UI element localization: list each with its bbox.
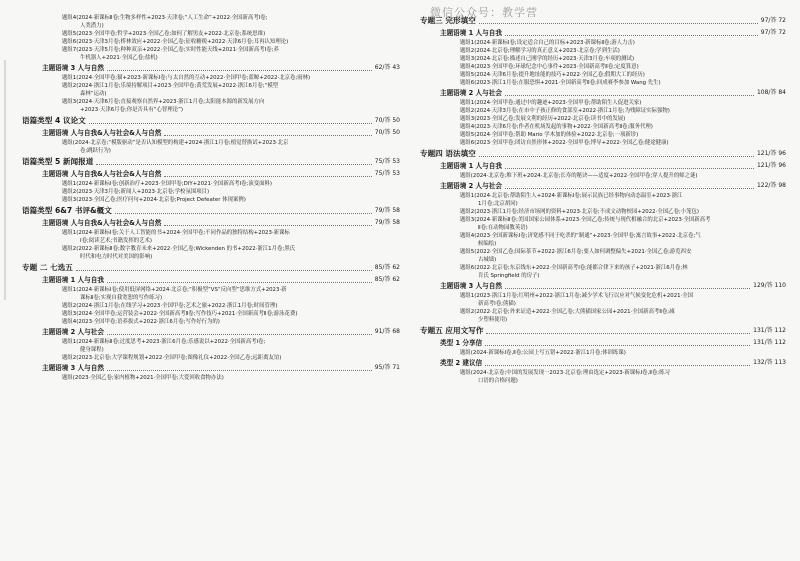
toc-entry: 题组6(2023·天津3月卷;桥林效应+2022·全国乙卷;征收糖税+2022·天津6月卷;耳再认知理论) — [62, 39, 289, 45]
toc-entry-continuation: 口语的合格问题) — [478, 378, 518, 384]
toc-entry: 题组4(2023·全国新课标Ⅰ卷;济宽感不同于吃杀的“制通”+2023·全国甲卷;寓言故事+2022·北京卷;气 — [460, 233, 701, 239]
leader-dots — [164, 217, 372, 226]
heading-title: 主题语境 2 人与社会 — [440, 89, 502, 97]
toc-entry: 题组1(2024·新课标Ⅰ卷;设定适合自己的目标+2023·新课标Ⅱ卷;游人力击) — [460, 40, 635, 46]
heading-title: 专题四 语法填空 — [420, 149, 476, 158]
leader-dots — [505, 87, 754, 96]
toc-entry: 题组4(2024·新课标Ⅱ卷;生物多样性+2023·天津卷;“人工生命”+2022·全国新高考Ⅰ卷; — [62, 15, 268, 21]
subsection-heading — [420, 160, 786, 172]
toc-entry: 题组3(2023·全国乙卷;医疗问句+2024·北京卷;Project Defeater 体现案例) — [62, 197, 246, 203]
subsection-heading — [22, 362, 400, 374]
heading-title: 主题语境 人与自我&人与社会&人与自然 — [42, 219, 162, 227]
toc-entry-continuation: +2023·天津6月卷;你是否具有“心智理论”) — [80, 107, 183, 113]
toc-entry: 题组5(2024·全国甲卷;帮助 Mario 学木加的体验+2022·北京卷;一项新诊) — [460, 132, 639, 138]
subsection-heading — [420, 27, 786, 39]
page-reference: 131/答 112 — [753, 339, 786, 346]
subsection-heading — [22, 326, 400, 338]
toc-entry: 题组(2023·全国乙卷;家内植物+2021·全国甲卷;大爱回收食物办法) — [62, 375, 224, 381]
heading-title: 主题语境 3 人与自然 — [440, 282, 502, 290]
toc-entry-continuation: 古城墙) — [478, 257, 497, 263]
leader-dots — [486, 324, 750, 334]
toc-entry-continuation: 人类潜力) — [80, 23, 104, 29]
toc-entry: 题组5(2022·全国乙卷;国际茶节+2022·浙江6月卷;要人如何调整偏失+2021·全国乙卷;游览西安 — [460, 249, 692, 255]
binding-shadow — [4, 60, 6, 300]
toc-entry-continuation: 时代和电力时代对美国的影响) — [80, 254, 153, 260]
leader-dots — [96, 155, 371, 165]
heading-title: 主题语境 3 人与自然 — [42, 64, 104, 72]
page-reference: 70/答 50 — [374, 129, 400, 136]
toc-entry-continuation: 课标Ⅱ卷;实现自我宽恕的写作练习) — [80, 295, 163, 301]
toc-entry: 题组(2024·新课标Ⅰ卷,Ⅱ卷;公园上写五错+2022·浙江1月卷;体训练课) — [460, 350, 626, 356]
toc-entry: 题组(2024·北京卷;中国的发展发现一2023·北京卷;理由选定+2023·新课标Ⅰ卷,Ⅱ卷;练习 — [460, 370, 670, 376]
toc-entry: 题组3(2024·全国甲卷;运营装会+2022·全国新高考Ⅱ卷;写作技巧+2021·全国新高考Ⅱ卷;游泳花费) — [62, 311, 298, 317]
leader-dots — [479, 147, 754, 157]
subsection-heading — [420, 180, 786, 192]
toc-entry: 题组1(2024·新课标Ⅰ卷;使用低屏网络+2024·北京卷;“积极型”VS“反向型”思维方式+2023·新 — [62, 287, 287, 293]
toc-entry: 题组2(2024·浙江1月卷;在线学习+2023·全国甲卷;艺术之旅+2022·浙江1月卷;时间管理) — [62, 303, 278, 309]
toc-entry: 题组3(2024·北京卷;描述自己刚学的经历+2023·天津3月卷;车项的测试) — [460, 56, 635, 62]
toc-right-column — [420, 14, 786, 385]
toc-entry-continuation: 健身课程) — [80, 347, 104, 353]
page-reference: 132/答 113 — [753, 359, 786, 366]
toc-entry: 题组1(2023·浙江1月卷;红明州+2022·浙江1月卷;减少学术飞行以应对气候变化危机+2021·全国 — [460, 293, 694, 299]
leader-dots — [505, 280, 750, 289]
toc-entry: 题组2(2024·浙江1月卷;乐境持解项目+2023·全国甲卷;黄荒发展+2022·浙江6月卷;“模型 — [62, 83, 279, 89]
page-reference: 121/答 96 — [756, 162, 786, 169]
toc-entry: 题组(2024·北京卷;堆下班+2024·北京卷;长寿的秘诀——适度+2022·全国甲卷;穿人提升的师之谜) — [460, 173, 698, 179]
toc-entry: 题组3(2024·天津6月卷;直接观察自然界+2023·浙江1月卷;太阳能本源的新发展方向 — [62, 99, 265, 105]
subsection-heading — [420, 357, 786, 369]
heading-title: 语篇类型 5 新闻报道 — [22, 157, 94, 166]
subsection-heading — [22, 62, 400, 74]
toc-entry: 题组2(2023·浙江1月卷;经济市场网的资料+2023·北京卷;不成文动物校园+2022·全国乙卷;小笼包) — [460, 209, 699, 215]
toc-entry: 题组2(2023·天津3月卷;新闻人+2023·北京卷;学校氛围项目) — [62, 189, 210, 195]
leader-dots — [107, 326, 372, 335]
page-reference: 85/答 62 — [374, 276, 400, 283]
page-reference: 79/答 58 — [374, 219, 400, 226]
heading-title: 类型 2 建议信 — [440, 359, 483, 367]
page-reference: 95/答 71 — [374, 364, 400, 371]
toc-entry: 题组1(2024·新课标Ⅰ卷;关于人工智能的书+2024·全国甲卷;不同作品的独特结构+2023·新课标 — [62, 230, 290, 236]
toc-entry-continuation: 肯氏 Springfield 的房子) — [478, 273, 540, 279]
toc-entry: 题组3(2024·新课标Ⅱ卷;美国国家公园体系+2023·全国乙卷;传统与现代相融合的北京+2023·全国新高考 — [460, 217, 711, 223]
subsection-heading — [420, 87, 786, 99]
toc-entry-continuation: 候编绘) — [478, 241, 497, 247]
toc-entry-continuation: 卷;跳跃行为) — [80, 148, 111, 154]
toc-entry: 题组4(2023·天津6月卷;作者在机场发起的事物+2022·全国新高考Ⅱ卷;服务代理) — [460, 124, 653, 130]
heading-title: 专题 二 七选五 — [22, 263, 73, 272]
toc-entry: 题组2(2022·北京卷;外来证造+2022·全国乙卷;大熊猫国家公园+2021·全国新高考Ⅱ卷;减 — [460, 309, 675, 315]
toc-entry: 题组1(2024·全国甲卷;通过中的趣迹+2023·全国甲卷;帮助陌生人促进关家) — [460, 100, 642, 106]
section-heading — [22, 114, 400, 127]
toc-entry: 题组5(2024·天津6月卷;提升地址能的技巧+2022·全国乙卷;假期大工的经历) — [460, 72, 645, 78]
section-heading — [420, 324, 786, 337]
heading-title: 语篇类型 4 议论文 — [22, 116, 86, 125]
subsection-heading — [22, 168, 400, 180]
leader-dots — [505, 180, 754, 189]
toc-entry: 题组4(2023·全国甲卷;环球纪念中心事件+2023·全国新高考Ⅱ卷;定度算意) — [460, 64, 639, 70]
toc-entry: 题组5(2023·全国甲卷;哲学+2023·全国乙卷;如何了解男友+2022·北京卷;系统思维) — [62, 31, 266, 37]
page-reference: 62/答 43 — [374, 64, 400, 71]
subsection-heading — [420, 337, 786, 349]
toc-entry: 题组2(2024·天津3月卷;在市中子孩正修的食部室+2022·浙江1月卷;为残障证实际强物) — [460, 108, 670, 114]
heading-title: 主题语境 2 人与社会 — [42, 328, 104, 336]
toc-entry: 题组6(2023·浙江1月卷;在服恐惧+2021·全国新高考Ⅱ卷;回成赛李参加 Wang 先生) — [460, 80, 661, 86]
leader-dots — [107, 274, 372, 283]
toc-entry: 题组7(2023·天津5月卷;种种双亲+2022·全国乙卷;实时性能天线+2021·全国新高考Ⅰ卷;养 — [62, 47, 279, 53]
page-reference: 75/答 53 — [374, 158, 400, 165]
page-reference: 122/答 98 — [756, 182, 786, 189]
leader-dots — [76, 261, 372, 271]
toc-left-column — [22, 14, 400, 382]
toc-entry-continuation: Ⅰ卷;阅读艺术;书籍发挥的艺术) — [80, 238, 153, 244]
heading-title: 主题语境 人与自我&人与社会&人与自然 — [42, 129, 162, 137]
leader-dots — [107, 62, 372, 71]
heading-title: 语篇类型 6&7 书评&概文 — [22, 206, 112, 215]
page-reference: 108/答 84 — [756, 89, 786, 96]
heading-title: 主题语境 2 人与社会 — [440, 182, 502, 190]
watermark: 微信公众号：教学营 — [430, 6, 538, 19]
leader-dots — [505, 27, 758, 36]
heading-title: 类型 1 分享信 — [440, 339, 483, 347]
toc-entry-continuation: 1月卷;北京胡同) — [478, 201, 518, 207]
section-heading — [420, 147, 786, 160]
toc-entry: 题组1(2024·北京卷;帮助陌生人+2024·新课标Ⅰ卷;展示民族已经事物向动态温室+2023·浙江 — [460, 193, 683, 199]
toc-entry: 题组3(2023·全国乙卷;发展文利的经历+2022·北京卷;读书中的发展) — [460, 116, 626, 122]
toc-entry: 题组2(2022·新课标Ⅱ卷;数字教育未来+2022·全国乙卷;Wickenden 的书+2022·浙江1月卷;黑氏 — [62, 246, 295, 252]
leader-dots — [485, 357, 750, 366]
leader-dots — [505, 160, 754, 169]
leader-dots — [164, 127, 372, 136]
toc-entry-continuation: 少塑料使用) — [478, 317, 508, 323]
toc-entry: 题组1(2024·新课标Ⅰ卷;创新治疗+2023·全国甲卷;DIY+2021·全国新高考Ⅰ卷;演变面料) — [62, 181, 273, 187]
subsection-heading — [22, 127, 400, 139]
section-heading — [22, 204, 400, 217]
toc-entry: 题组4(2023·全国甲卷;语养拔式+2022·浙江6月卷;写作好行为的) — [62, 319, 220, 325]
page-reference: 91/答 68 — [374, 328, 400, 335]
heading-title: 专题三 完形填空 — [420, 16, 476, 25]
page-reference: 79/答 58 — [374, 207, 400, 214]
heading-title: 主题语境 1 人与自我 — [440, 162, 502, 170]
page-reference: 75/答 53 — [374, 170, 400, 177]
leader-dots — [479, 14, 758, 24]
leader-dots — [164, 168, 372, 177]
page-reference: 131/答 112 — [753, 327, 786, 334]
leader-dots — [115, 204, 372, 214]
section-heading — [22, 261, 400, 274]
toc-entry-continuation: 牛机器人+2021·全国乙卷;盐机) — [80, 55, 158, 61]
toc-entry: 题组6(2023·全国甲卷;团访自然形体+2022·全国甲卷;博导+2022·全国乙卷;健途健康) — [460, 140, 669, 146]
toc-entry: 题组2(2024·北京卷;理解学习的真正意义+2023·北京卷;学到生活) — [460, 48, 620, 54]
toc-entry-continuation: 森林”运动) — [80, 91, 107, 97]
heading-title: 主题语境 1 人与自我 — [42, 276, 104, 284]
toc-entry: 题组1(2024·全国甲卷;猫+2023·新课标Ⅰ卷;与太自然的互动+2022·全国甲卷;蓝鲸+2022·北京卷;雨林) — [62, 75, 311, 81]
section-heading — [22, 155, 400, 168]
leader-dots — [107, 362, 372, 371]
page-reference: 97/答 72 — [760, 29, 786, 36]
toc-entry: 题组6(2022·北京卷;东京线东+2022·全国新高考Ⅰ卷;能都合律下来的孩子+2021·浙江6月卷;林 — [460, 265, 688, 271]
subsection-heading — [22, 217, 400, 229]
page-reference: 70/答 50 — [374, 117, 400, 124]
page-reference: 97/答 72 — [760, 17, 786, 24]
page-reference: 121/答 96 — [756, 150, 786, 157]
heading-title: 主题语境 1 人与自我 — [440, 29, 502, 37]
subsection-heading — [420, 280, 786, 292]
section-heading — [420, 14, 786, 27]
toc-entry: 题组(2024·北京卷;“模版驱动”是否认知模型的构建+2024·浙江1月卷;植觉替换试+2023·北京 — [62, 140, 289, 146]
toc-entry-continuation: 新高考Ⅰ卷;熊猫) — [478, 301, 516, 307]
leader-dots — [485, 337, 750, 346]
page-reference: 129/答 110 — [753, 282, 786, 289]
heading-title: 主题语境 3 人与自然 — [42, 364, 104, 372]
toc-entry-continuation: Ⅱ卷;在动物园教英语) — [478, 225, 528, 231]
subsection-heading — [22, 274, 400, 286]
page-reference: 85/答 62 — [374, 264, 400, 271]
toc-entry: 题组2(2023·北京卷;大学课程规划+2022·全国甲卷;图像礼仪+2022·全国乙卷;远距离友谊) — [62, 355, 282, 361]
heading-title: 主题语境 人与自我&人与社会&人与自然 — [42, 170, 162, 178]
leader-dots — [89, 114, 372, 124]
toc-entry: 题组1(2024·新课标Ⅱ卷;过度思考+2023·浙江6月卷;乐感说以+2022·全国新高考Ⅰ卷; — [62, 339, 266, 345]
heading-title: 专题五 应用文写作 — [420, 326, 484, 335]
